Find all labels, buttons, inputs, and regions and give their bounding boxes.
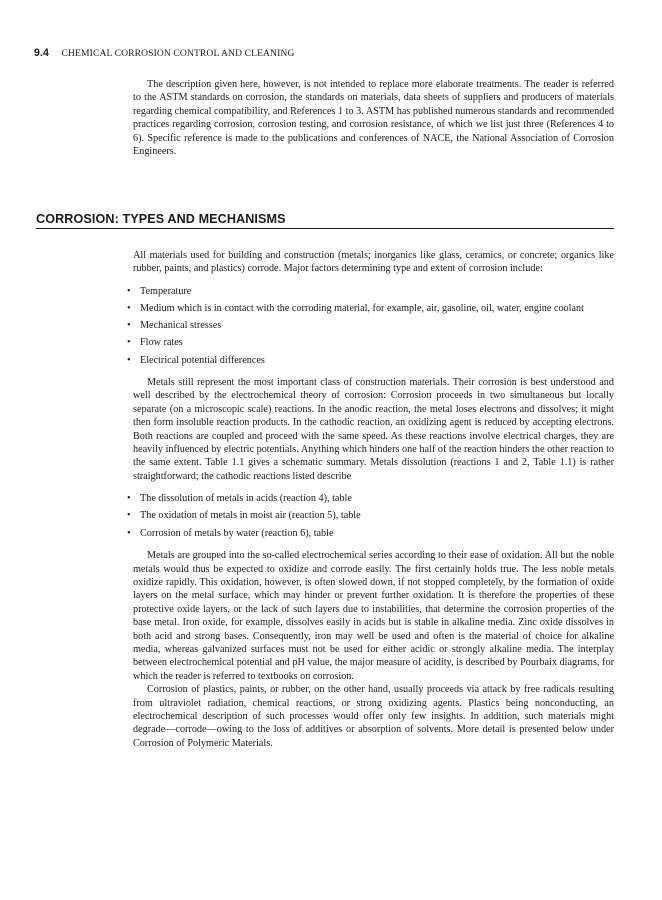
cathodic-reactions-list	[133, 492, 614, 540]
intro-paragraph: The description given here, however, is not intended to replace more elaborate treatments. The reader is referred to the ASTM standards on corrosion, the standards on materials, data sheets of suppliers and producers of materials regarding chemical compatibility, and References 1 to 3. ASTM has published numerous standards and recommended practices regarding corrosion, corrosion testing, and corrosion resistance, of which we list just three (References 4 to 6). Specific reference is made to the publications and conferences of NACE, the National Association of Corrosion Engineers.	[133, 79, 614, 158]
list-item: • Temperature	[133, 285, 614, 298]
intro-section	[133, 78, 614, 158]
section-body	[133, 249, 614, 750]
list-item: • Corrosion of metals by water (reaction 6), table	[133, 527, 614, 540]
list-item: • The oxidation of metals in moist air (reaction 5), table	[133, 509, 614, 522]
factors-list	[133, 285, 614, 367]
list-item: • Flow rates	[133, 336, 614, 349]
running-title: CHEMICAL CORROSION CONTROL AND CLEANING	[61, 48, 295, 59]
section-intro-paragraph: All materials used for building and construction (metals; inorganics like glass, ceramics, or concrete; organics like rubber, paints, and plastics) corrode. Major factors determining type and extent of corrosion include:	[133, 250, 614, 275]
list-item: • Medium which is in contact with the corroding material, for example, air, gasoline, oil, water, engine coolant	[133, 302, 614, 315]
page-number: 9.4	[34, 47, 50, 59]
list-item: • Mechanical stresses	[133, 319, 614, 332]
metals-paragraph: Metals still represent the most important class of construction materials. Their corrosion is best understood and well described by the electrochemical theory of corrosion: Corrosion proceeds in two simultaneous but locally separate (on a microscopic scale) reactions. In the anodic reaction, the metal loses electrons and dissolves; it might then form insoluble reaction products. In the cathodic reaction, an oxidizing agent is reduced by accepting electrons. Both reactions are coupled and proceed with the same speed. As these reactions involve electrical charges, they are heavily influenced by electric potentials. Anything which hinders one half of the reaction hinders the other reaction to the same extent. Table 1.1 gives a schematic summary. Metals dissolution (reactions 1 and 2, Table 1.1) is rather straightforward; the cathodic reactions listed describe	[133, 377, 614, 482]
running-header	[34, 47, 294, 59]
electrochemical-series-paragraph: Metals are grouped into the so-called electrochemical series according to their ease of oxidation. All but the noble metals would thus be expected to oxidize and corrode easily. The first certainly holds true. The less noble metals oxidize rapidly. This oxidation, however, is often slowed down, if not stopped completely, by the formation of oxide layers on the metal surface, which may hinder or prevent further oxidation. It is therefore the properties of these protective oxide layers, or the lack of such layers due to instabilities, that determine the corrosion properties of the base metal. Iron oxide, for example, dissolves easily in acids but is stable in alkaline media. Zinc oxide dissolves in both acid and strong bases. Consequently, iron may well be used and often is the material of choice for alkaline media, whereas galvanized surfaces must not be used for either acidic or strongly alkaline media. The interplay between electrochemical potential and pH value, the major measure of acidity, is described by Pourbaix diagrams, for which the reader is referred to textbooks on corrosion.	[133, 550, 614, 682]
list-item: • The dissolution of metals in acids (reaction 4), table	[133, 492, 614, 505]
plastics-corrosion-paragraph: Corrosion of plastics, paints, or rubber, on the other hand, usually proceeds via attack by free radicals resulting from ultraviolet radiation, chemical reactions, or strong oxidizing agents. Plastics being nonconducting, an electrochemical description of such processes would offer only few insights. In addition, such materials might degrade—corrode—owing to the loss of additives or absorption of solvents. More detail is presented below under Corrosion of Polymeric Materials.	[133, 684, 614, 749]
section-heading: CORROSION: TYPES AND MECHANISMS	[36, 212, 614, 229]
list-item: • Electrical potential differences	[133, 354, 614, 367]
